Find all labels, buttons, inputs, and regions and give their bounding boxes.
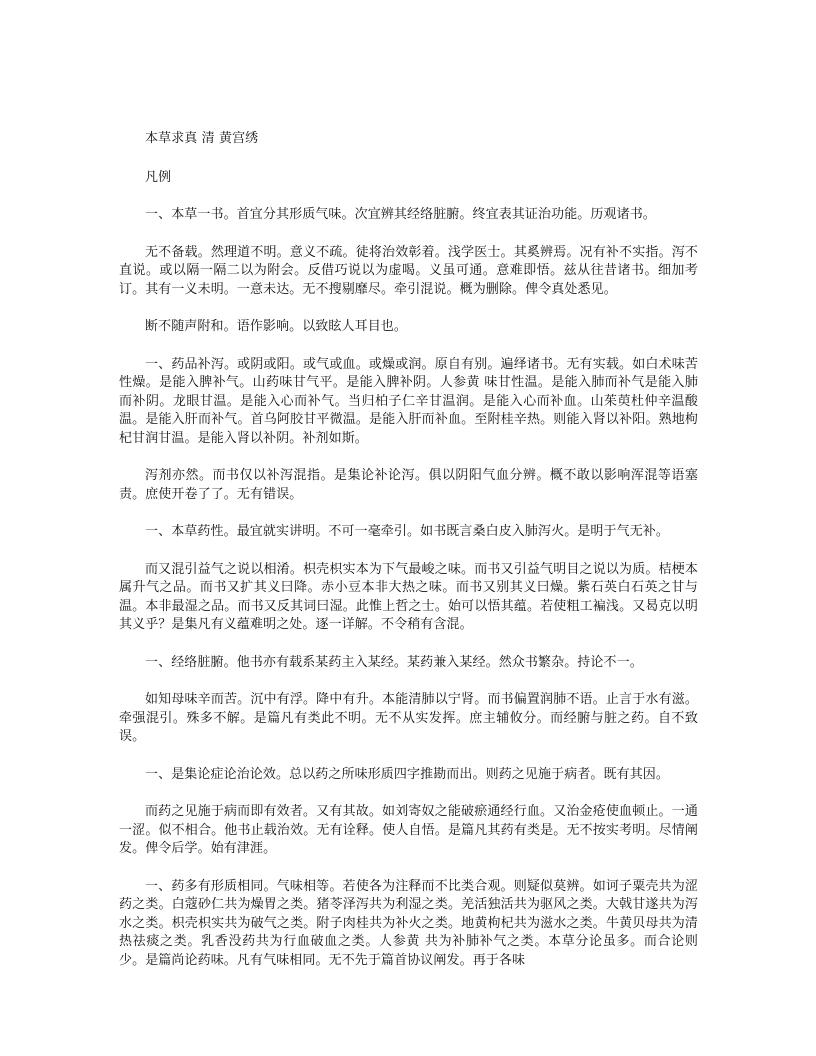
paragraph: 而药之见施于病而即有效者。又有其故。如刘寄奴之能破瘀通经行血。又治金疮使血顿止。一通一涩。似不相合。他书止载治效。无有诠释。使人自悟。是篇凡其药有类是。无不按实考明。尽情阐发。俾令后学。始有津涯。: [119, 804, 698, 856]
paragraph: 泻剂亦然。而书仅以补泻混指。是集论补论泻。俱以阴阳气血分辨。概不敢以影响浑混等语塞责。庶使开卷了了。无有错误。: [119, 468, 698, 502]
paragraph: 断不随声附和。语作影响。以致眩人耳目也。: [145, 319, 408, 334]
paragraph: 一、本草一书。首宜分其形质气味。次宜辨其经络脏腑。终宜表其证治功能。历观诸书。: [145, 207, 656, 222]
paragraph: 无不备载。然理道不明。意义不疏。徒将治效彰着。浅学医士。其奚辨焉。况有补不实指。泻不直说。或以隔一隔二以为附会。反借巧说以为虚喝。义虽可通。意难即悟。兹从往昔诸书。细加考订。其有一义未明。一意未达。无不搜剔靡尽。牵引混说。概为删除。俾令真处悉见。: [119, 244, 698, 297]
document-page: [119, 130, 698, 989]
document-title: 本草求真 清 黄宫绣: [145, 131, 259, 146]
paragraph: 一、药品补泻。或阴或阳。或气或血。或燥或润。原自有别。遍绎诸书。无有实载。如白术味苦性燥。是能入脾补气。山药味甘气平。是能入脾补阴。人参黄 味甘性温。是能入肺而补气是能入肺而补阴。龙眼甘温。是能入心而补气。当归柏子仁辛甘温润。是能入心而补血。山茱萸杜仲辛温酸温。是能入肝而补气。首乌阿胶甘平微温。是能入肝而补血。至附桂辛热。则能入肾以补阳。熟地枸杞甘润甘温。是能入肾以补阴。补剂如斯。: [119, 356, 698, 446]
paragraph: 如知母味辛而苦。沉中有浮。降中有升。本能清肺以宁肾。而书偏置润肺不语。止言于水有滋。牵强混引。殊多不解。是篇凡有类此不明。无不从实发挥。庶主辅攸分。而经腑与脏之药。自不致误。: [119, 692, 698, 744]
paragraph: 一、药多有形质相同。气味相等。若使各为注释而不比类合观。则疑似莫辨。如诃子粟壳共为涩药之类。白蔻砂仁共为燥胃之类。猪苓泽泻共为利湿之类。羌活独活共为驱风之类。大戟甘遂共为泻水之类。枳壳枳实共为破气之类。附子肉桂共为补火之类。地黄枸杞共为滋水之类。牛黄贝母共为清热祛痰之类。乳香没药共为行血破血之类。人参黄 共为补肺补气之类。本草分论虽多。而合论则少。是篇尚论药味。凡有气味相同。无不先于篇首协议阐发。再于各味: [119, 878, 698, 968]
section-heading: 凡例: [145, 169, 172, 185]
paragraph: 一、是集论症论治论效。总以药之所味形质四字推勘而出。则药之见施于病者。既有其因。: [145, 766, 670, 782]
paragraph: 一、经络脏腑。他书亦有载系某药主入某经。某药兼入某经。然众书繁杂。持论不一。: [145, 654, 643, 670]
paragraph: 一、本草药性。最宜就实讲明。不可一毫牵引。如书既言桑白皮入肺泻火。是明于气无补。: [145, 524, 670, 539]
paragraph: 而又混引益气之说以相淆。枳壳枳实本为下气最峻之味。而书又引益气明目之说以为质。桔梗本属升气之品。而书又扩其义曰降。赤小豆本非大热之味。而书又别其义曰燥。紫石英白石英之甘与温。本非最湿之品。而书又反其词曰湿。此惟上哲之士。始可以悟其蕴。若使粗工褊浅。又曷克以明其义乎？是集凡有义蕴难明之处。逐一详解。不令稍有含混。: [119, 561, 698, 632]
